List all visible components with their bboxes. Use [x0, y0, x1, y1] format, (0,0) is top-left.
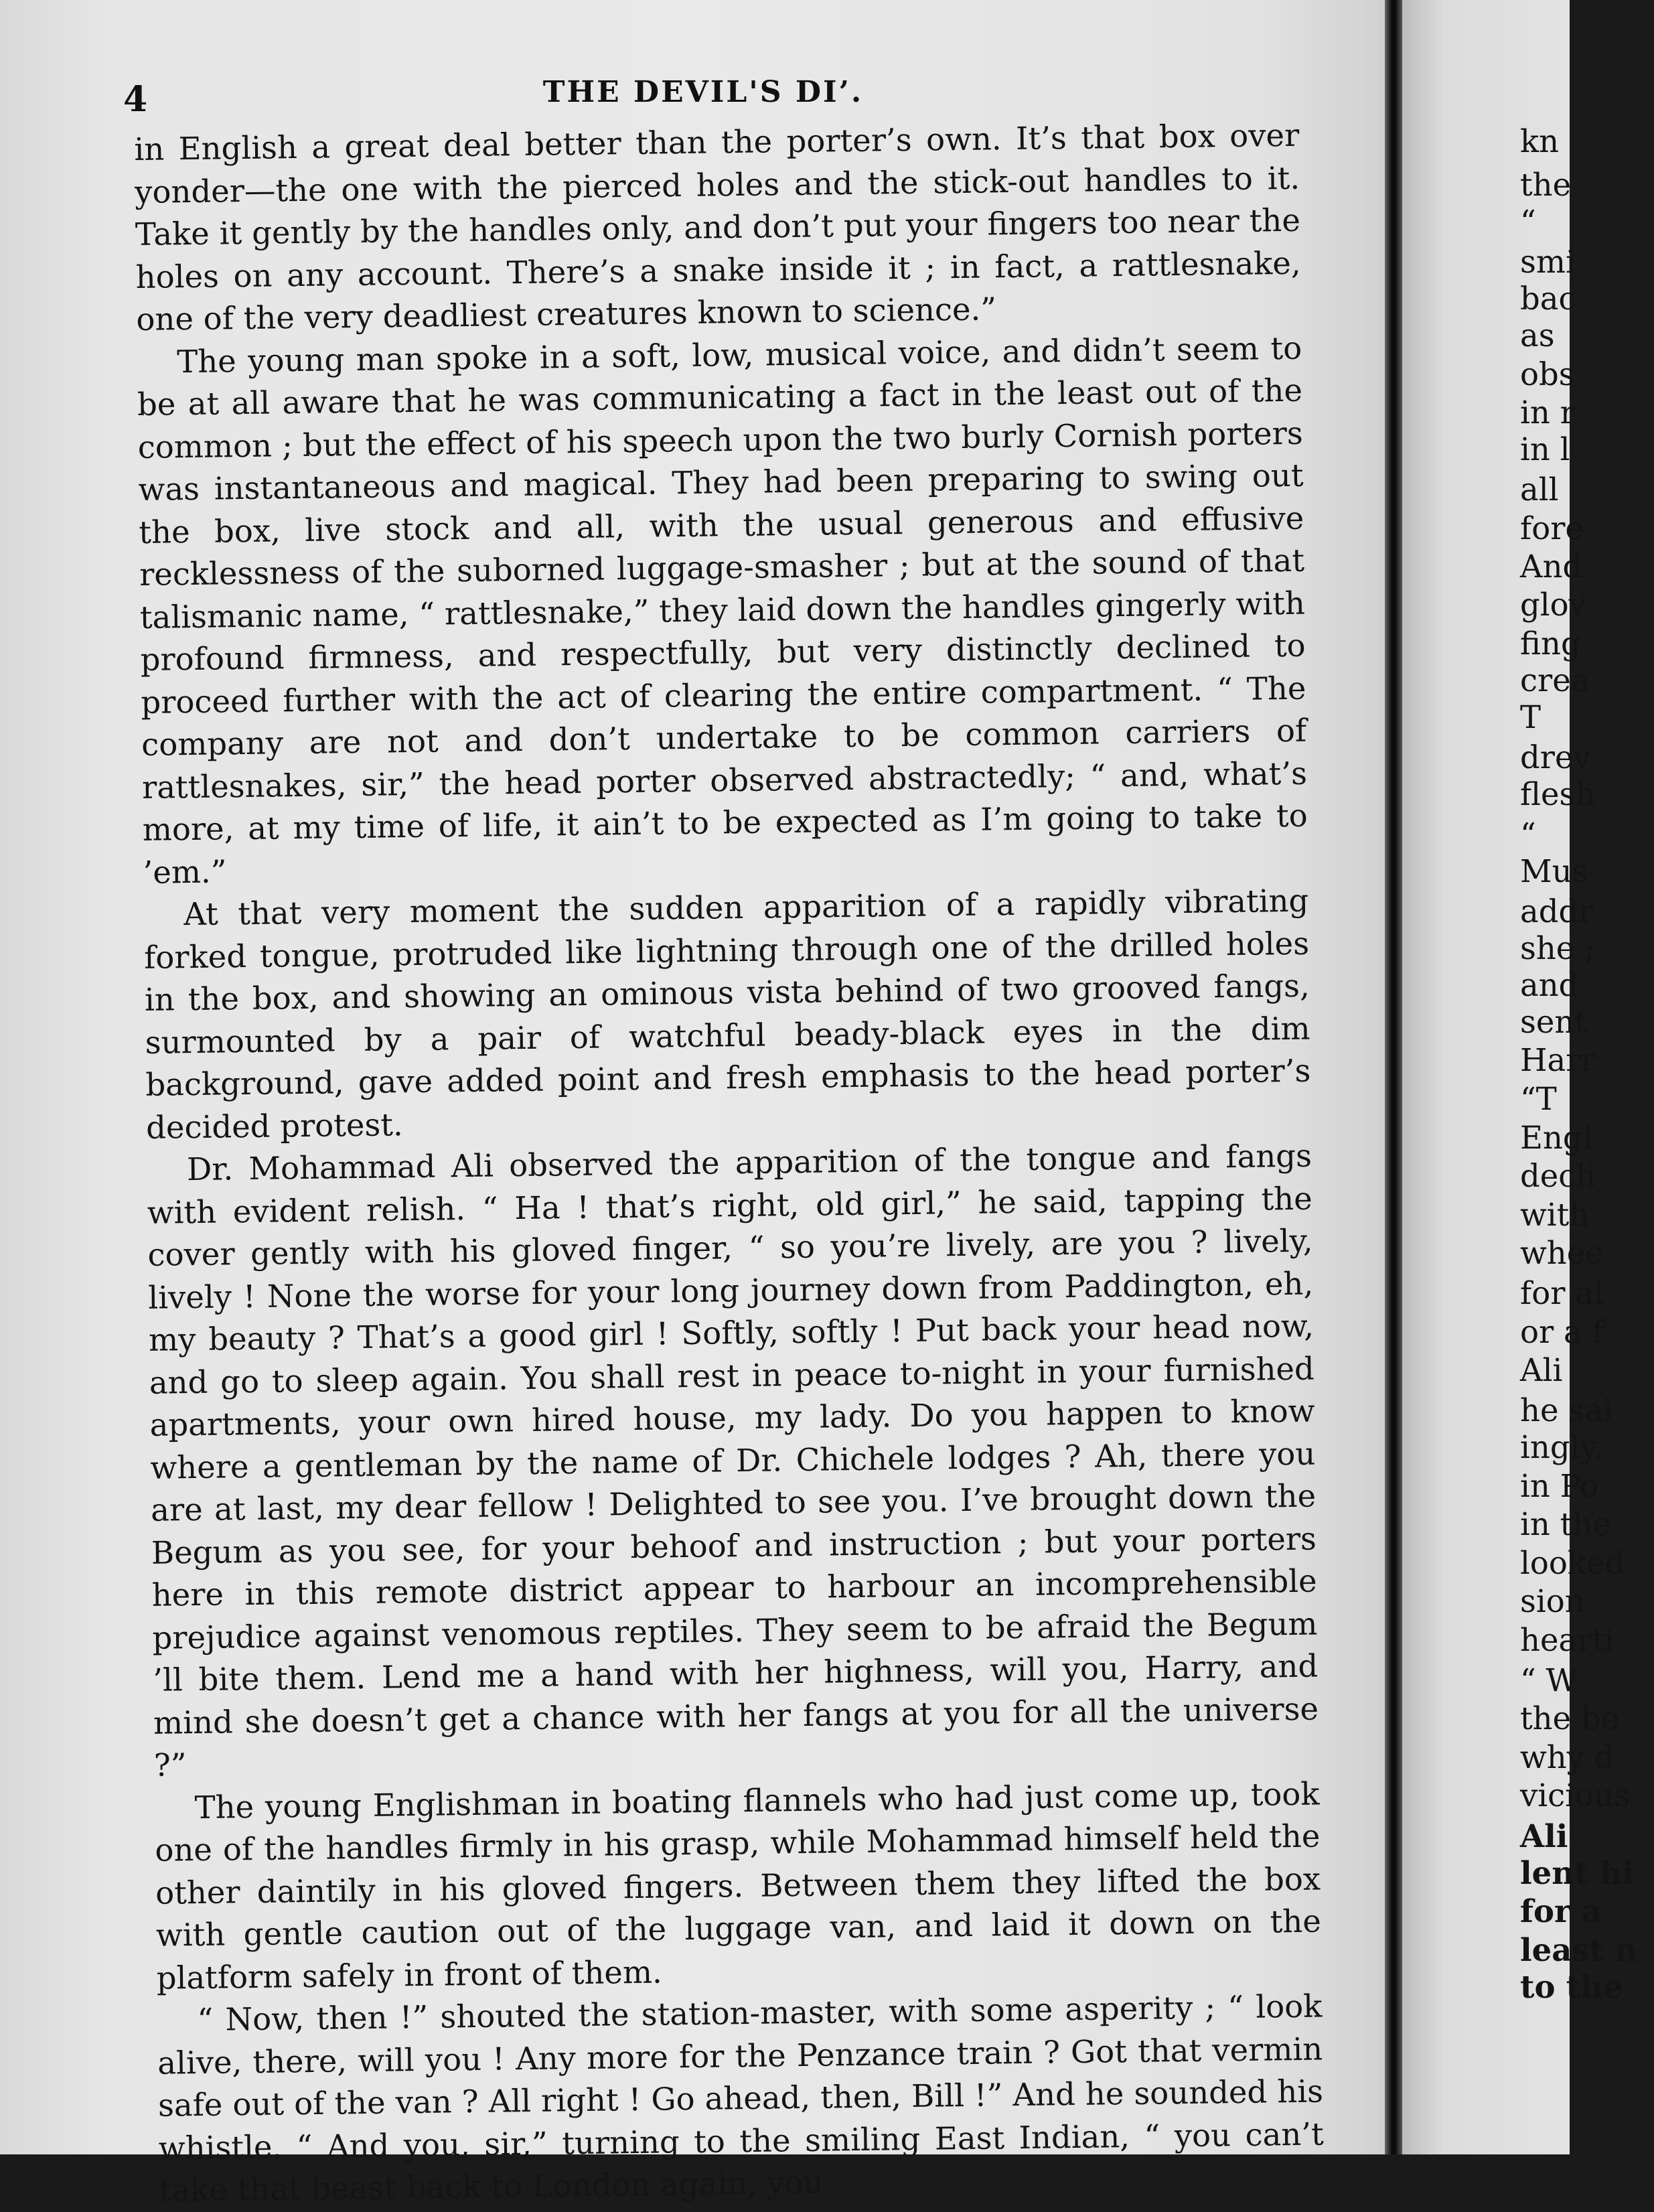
- right-page-line: crea: [1520, 662, 1590, 698]
- right-page-line: hearti: [1520, 1622, 1614, 1658]
- page-number: 4: [123, 79, 148, 120]
- right-page-line: to the: [1520, 1968, 1623, 2005]
- body-text: [134, 115, 1325, 2212]
- right-page-line: least n: [1520, 1931, 1638, 1968]
- right-page-line: why d: [1520, 1739, 1614, 1775]
- paragraph: “ Now, then !” shouted the station-master, with some asperity ; “ look alive, there, will you ! Any more for the Penzance train ? Got that vermin safe out of the van ? All right ! Go ahead, then, Bill !” And he sounded his whistle. “ And you, sir,” turning to the smiling East Indian, “ you can’t take that beast back to London again, you: [157, 1988, 1325, 2209]
- right-page-line: Harr: [1520, 1042, 1596, 1078]
- right-page-line: as: [1520, 317, 1555, 354]
- right-page-line: drev: [1520, 739, 1591, 776]
- right-page-line: Ali: [1520, 1818, 1568, 1854]
- right-page-line: Ali: [1520, 1352, 1563, 1388]
- right-page-line: the: [1520, 167, 1572, 203]
- paragraph: The young man spoke in a soft, low, musical voice, and didn’t seem to be at all aware that he was communicating a fact in the least out of the common ; but the effect of his speech upon the two burly Cornish porters was instantaneous and magical. They had been preparing to swing out the box, live stock and all, with the usual generous and effusive recklessness of the suborned luggage-smasher ; but at the sound of that talismanic name, “ rattlesnake,” they laid down the handles gingerly with profound firmness, and respectfully, but very distinctly declined to proceed further with the act of clearing the entire compartment. “ The company are not and don’t undertake to be common carriers of rattlesnakes, sir,” the head porter observed abstractedly; “ and, what’s more, at my time of life, it ain’t to be expected as I’m going to take to ’em.”: [137, 329, 1308, 891]
- right-page-line: for al: [1520, 1275, 1604, 1311]
- right-page-line: looked: [1520, 1545, 1625, 1581]
- right-page-line: fing: [1520, 625, 1581, 662]
- right-page-line: kn: [1520, 123, 1560, 159]
- right-page-line: in r: [1520, 394, 1575, 431]
- right-page-line: smi: [1520, 244, 1576, 280]
- right-page-line: glov: [1520, 587, 1586, 623]
- right-page-line: flesh: [1520, 776, 1596, 812]
- right-page-line: addr: [1520, 893, 1594, 930]
- right-page-line: and: [1520, 967, 1579, 1003]
- paragraph: At that very moment the sudden apparition of a rapidly vibrating forked tongue, protruded like lightning through one of the drilled holes in the box, and showing an ominous vista behind of two grooved fangs, surmounted by a pair of watchful beady-black eyes in the dim background, gave added point and fresh emphasis to the head porter’s decided protest.: [143, 882, 1311, 1146]
- right-page-line: in l: [1520, 431, 1570, 467]
- right-page-line: “: [1520, 816, 1536, 853]
- right-page-line: decli: [1520, 1158, 1596, 1194]
- right-page-line: And: [1520, 548, 1583, 585]
- right-page-line: vicious: [1520, 1777, 1630, 1814]
- right-page-line: with: [1520, 1197, 1590, 1233]
- right-page-line: sion: [1520, 1583, 1585, 1619]
- right-page-line: all: [1520, 471, 1559, 508]
- right-page-line: fore: [1520, 510, 1584, 546]
- right-page-line: in the: [1520, 1506, 1611, 1542]
- paragraph: The young Englishman in boating flannels who had just come up, took one of the handles firmly in his grasp, while Mohammad himself held the other daintily in his gloved fingers. Between them they lifted the box with gentle caution out of the luggage van, and laid it down on the platform safely in front of them.: [155, 1775, 1322, 1996]
- right-page-line: Mus: [1520, 853, 1588, 889]
- right-page-line: “T: [1520, 1081, 1557, 1117]
- right-page-line: obs: [1520, 356, 1575, 392]
- right-page-line: ingly.: [1520, 1429, 1604, 1465]
- right-page-line: bac: [1520, 281, 1576, 317]
- right-page-line: Engl: [1520, 1120, 1593, 1156]
- right-page-line: or a f: [1520, 1314, 1604, 1350]
- right-page-line: she ;: [1520, 930, 1595, 966]
- right-page-line: “: [1520, 204, 1536, 240]
- right-page-line: whee: [1520, 1235, 1604, 1271]
- right-page-line: he sai: [1520, 1392, 1613, 1428]
- right-page-line: for a: [1520, 1893, 1602, 1929]
- right-page-line: sent: [1520, 1004, 1588, 1040]
- paragraph: in English a great deal better than the porter’s own. It’s that box over yonder—the one with the pierced holes and the stick-out handles to it. Take it gently by the handles only, and don’t put your fingers too near the holes on any account. There’s a snake inside it ; in fact, a rattlesnake, one of the very deadliest creatures known to science.”: [134, 117, 1301, 338]
- right-page-line: lent hi: [1520, 1854, 1635, 1891]
- book-gutter: [1385, 0, 1402, 2154]
- right-page-line: in Po: [1520, 1468, 1598, 1504]
- right-page-line: the be: [1520, 1700, 1620, 1737]
- paragraph: Dr. Mohammad Ali observed the apparition of the tongue and fangs with evident relish. “ Ha ! that’s right, old girl,” he said, tapping the cover gently with his gloved finger, “ so you’re lively, are you ? lively, lively ! None the worse for your long journey down from Paddington, eh, my beauty ? That’s a good girl ! Softly, softly ! Put back your head now, and go to sleep again. You shall rest in peace to-night in your furnished apartments, your own hired house, my lady. Do you happen to know where a gentleman by the name of Dr. Chichele lodges ? Ah, there you are at last, my dear fellow ! Delighted to see you. I’ve brought down the Begum as you see, for your behoof and instruction ; but your porters here in this remote district appear to harbour an incomprehensible prejudice against venomous reptiles. They seem to be afraid the Begum ’ll bite them. Lend me a hand with her highness, will you, Harry, and mind she doesn’t get a chance with her fangs at you for all the universe ?”: [147, 1137, 1319, 1783]
- right-page-line: T: [1520, 699, 1542, 735]
- right-page-line: “ W: [1520, 1662, 1578, 1698]
- running-head: THE DEVIL'S DI’.: [542, 75, 864, 109]
